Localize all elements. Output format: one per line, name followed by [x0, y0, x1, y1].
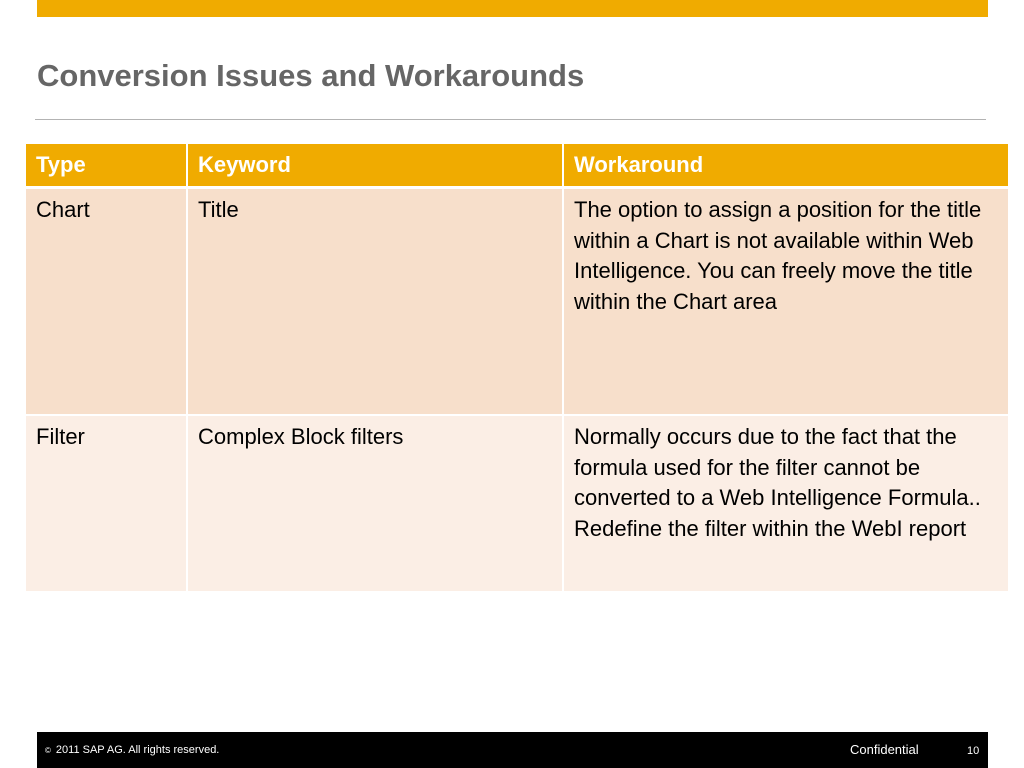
title-divider	[35, 119, 986, 120]
header-type: Type	[26, 144, 187, 188]
slide-footer	[37, 732, 988, 768]
table-header-row	[26, 144, 1008, 188]
page-number: 10	[967, 745, 980, 757]
copyright-text: 2011 SAP AG. All rights reserved.	[55, 744, 220, 756]
copyright-icon: ©	[45, 746, 51, 755]
cell-type: Filter	[26, 415, 187, 591]
cell-type: Chart	[26, 188, 187, 416]
table-row	[26, 188, 1008, 416]
table-row	[26, 415, 1008, 591]
cell-workaround: Normally occurs due to the fact that the formula used for the filter cannot be converted to a Web Intelligence Formula.. Redefine the filter within the WebI report	[563, 415, 1008, 591]
confidential-label: Confidential	[850, 742, 919, 757]
cell-keyword: Complex Block filters	[187, 415, 563, 591]
top-accent-bar	[37, 0, 988, 17]
header-workaround: Workaround	[563, 144, 1008, 188]
cell-keyword: Title	[187, 188, 563, 416]
slide-title: Conversion Issues and Workarounds	[37, 58, 585, 93]
header-keyword: Keyword	[187, 144, 563, 188]
conversion-table	[26, 144, 1008, 591]
copyright-notice	[45, 744, 219, 756]
cell-workaround: The option to assign a position for the title within a Chart is not available within Web Intelligence. You can freely move the title within the Chart area	[563, 188, 1008, 416]
